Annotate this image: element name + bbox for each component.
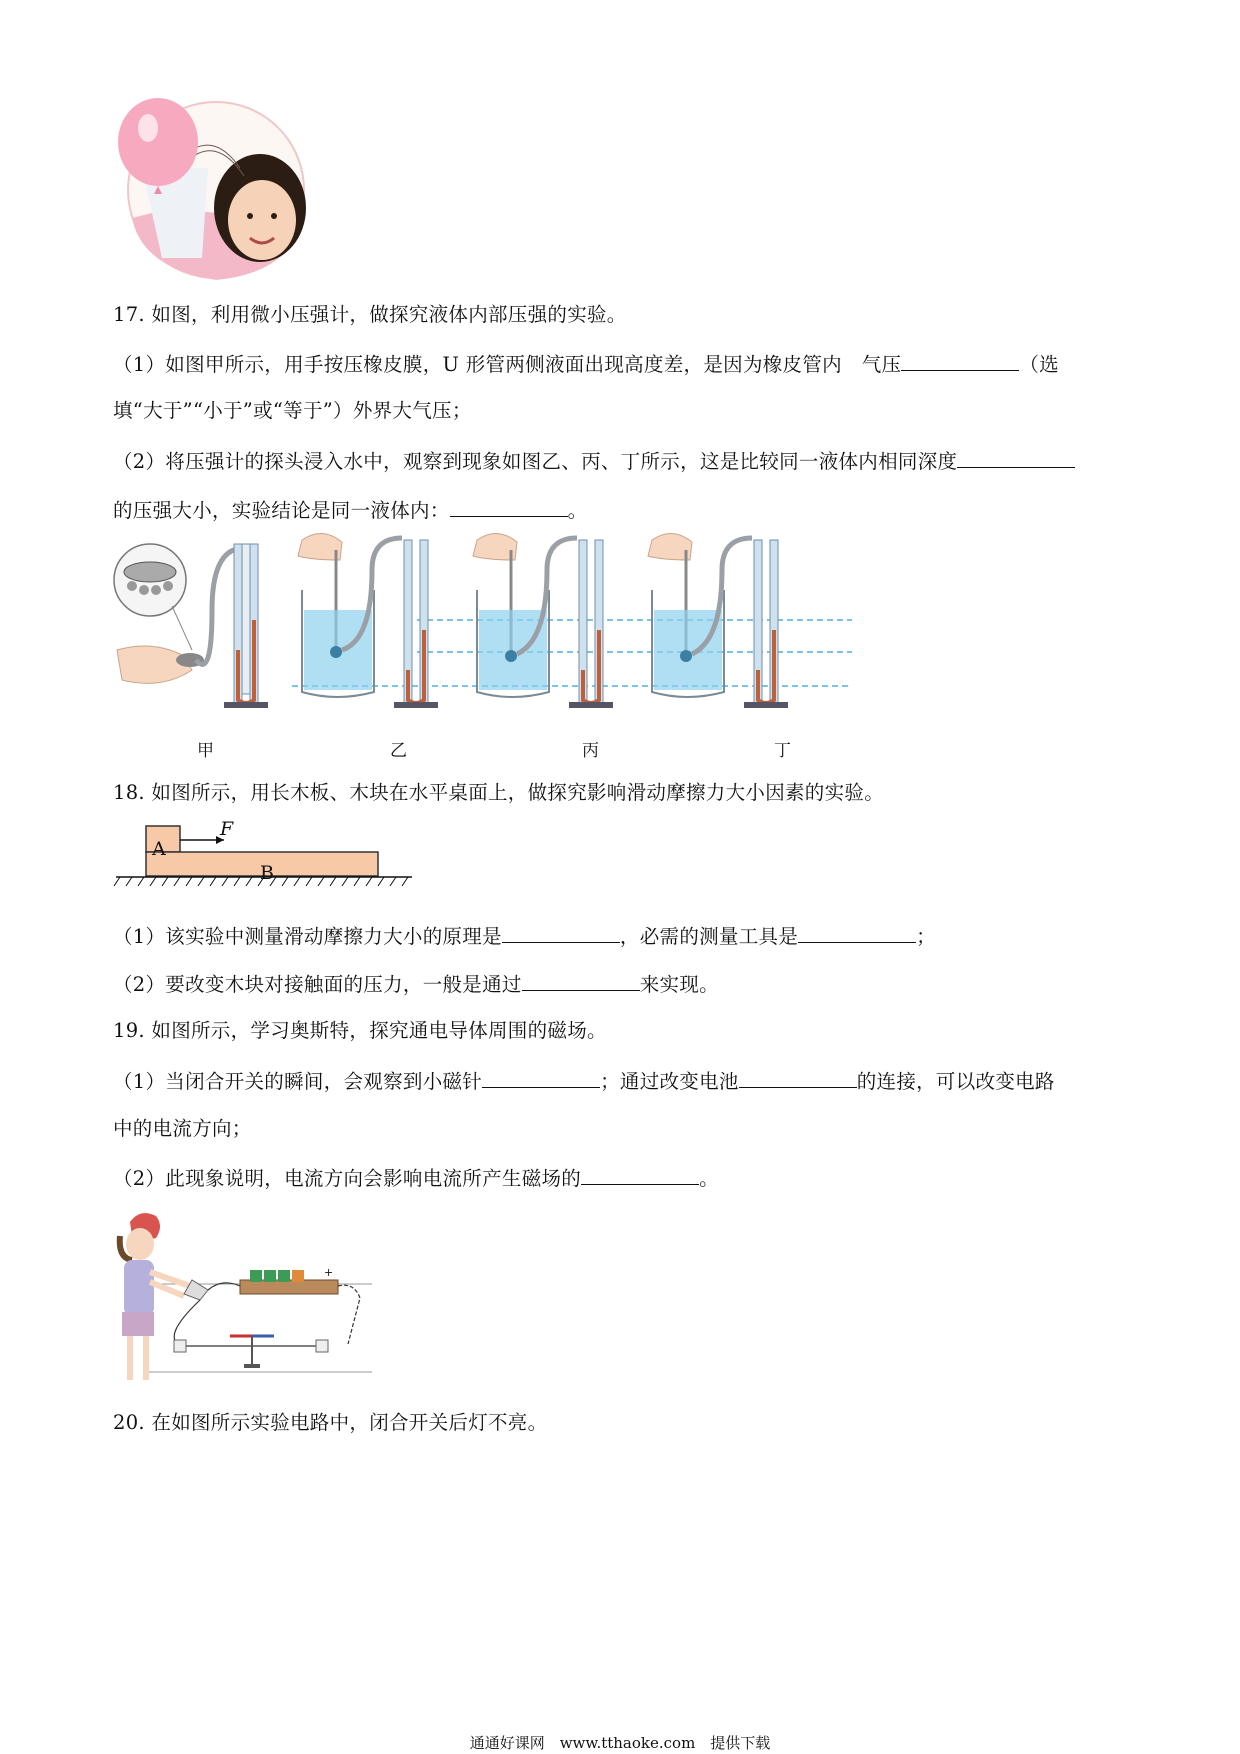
figure-caption-ding: 丁 [774, 741, 791, 761]
q20-stem: 20. 在如图所示实验电路中，闭合开关后灯不亮。 [113, 1411, 548, 1434]
page-footer: 通通好课网 www.tthaoke.com 提供下载 [469, 1734, 771, 1752]
q18-stem: 18. 如图所示，用长木板、木块在水平桌面上，做探究影响滑动摩擦力大小因素的实验。 [113, 781, 885, 804]
q18-part1-text-c: ； [916, 925, 936, 948]
q19-part1-text-a: （1）当闭合开关的瞬间，会观察到小磁针 [113, 1070, 483, 1093]
answer-blank-q19-3[interactable] [581, 1164, 699, 1185]
answer-blank-q18-1[interactable] [502, 922, 620, 943]
force-label-f: F [220, 818, 234, 840]
q17-stem: 17. 如图，利用微小压强计，做探究液体内部压强的实验。 [113, 303, 627, 326]
q18-part2-text-a: （2）要改变木块对接触面的压力，一般是通过 [113, 973, 522, 996]
figure-caption-bing: 丙 [582, 741, 599, 761]
q17-part1-text-a: （1）如图甲所示，用手按压橡皮膜，U 形管两侧液面出现高度差，是因为橡皮管内 气压 [113, 353, 902, 376]
oersted-experiment-figure [110, 1208, 380, 1390]
q17-part2-text-a: （2）将压强计的探头浸入水中，观察到现象如图乙、丙、丁所示，这是比较同一液体内相同深度 [113, 450, 958, 473]
q17-part1-text-b: （选 [1019, 353, 1059, 376]
q19-part1-line2: 中的电流方向； [113, 1117, 252, 1140]
balloon-girl-image [112, 98, 322, 284]
q17-part1-line1 [113, 350, 1059, 378]
q17-part2-text-c: 。 [567, 499, 588, 522]
q17-part2-line1 [113, 447, 1075, 475]
q17-part2-text-b: 的压强大小，实验结论是同一液体内： [113, 499, 450, 522]
block-label-a: A [152, 838, 166, 860]
block-label-b: B [260, 862, 274, 884]
q18-part2 [113, 970, 719, 998]
battery-plus-sign: + [324, 1266, 334, 1279]
q17-part1-line2: 填“大于”“小于”或“等于”）外界大气压； [113, 399, 472, 422]
q18-part1-text-a: （1）该实验中测量滑动摩擦力大小的原理是 [113, 925, 502, 948]
answer-blank-q17-2[interactable] [957, 447, 1075, 468]
pressure-gauge-figure [112, 530, 872, 715]
q19-part2-text-b: 。 [699, 1167, 719, 1190]
q19-part1-text-b: ；通过改变电池 [600, 1070, 739, 1093]
answer-blank-q17-1[interactable] [901, 350, 1019, 371]
q19-stem: 19. 如图所示，学习奥斯特，探究通电导体周围的磁场。 [113, 1019, 607, 1042]
q18-part2-text-b: 来实现。 [639, 973, 719, 996]
figure-caption-yi: 乙 [390, 741, 407, 761]
q19-part2 [113, 1164, 719, 1192]
answer-blank-q19-2[interactable] [739, 1067, 857, 1088]
q18-part1 [113, 922, 936, 950]
answer-blank-q18-3[interactable] [522, 970, 640, 991]
q19-part2-text-a: （2）此现象说明，电流方向会影响电流所产生磁场的 [113, 1167, 582, 1190]
answer-blank-q19-1[interactable] [482, 1067, 600, 1088]
q19-part1-text-c: 的连接，可以改变电路 [856, 1070, 1055, 1093]
q18-part1-text-b: ，必需的测量工具是 [619, 925, 799, 948]
friction-block-figure [112, 820, 422, 900]
q19-part1-line1 [113, 1067, 1055, 1095]
answer-blank-q18-2[interactable] [798, 922, 916, 943]
answer-blank-q17-3[interactable] [450, 496, 568, 517]
q17-part2-line2 [113, 496, 587, 524]
figure-caption-jia: 甲 [197, 741, 214, 761]
